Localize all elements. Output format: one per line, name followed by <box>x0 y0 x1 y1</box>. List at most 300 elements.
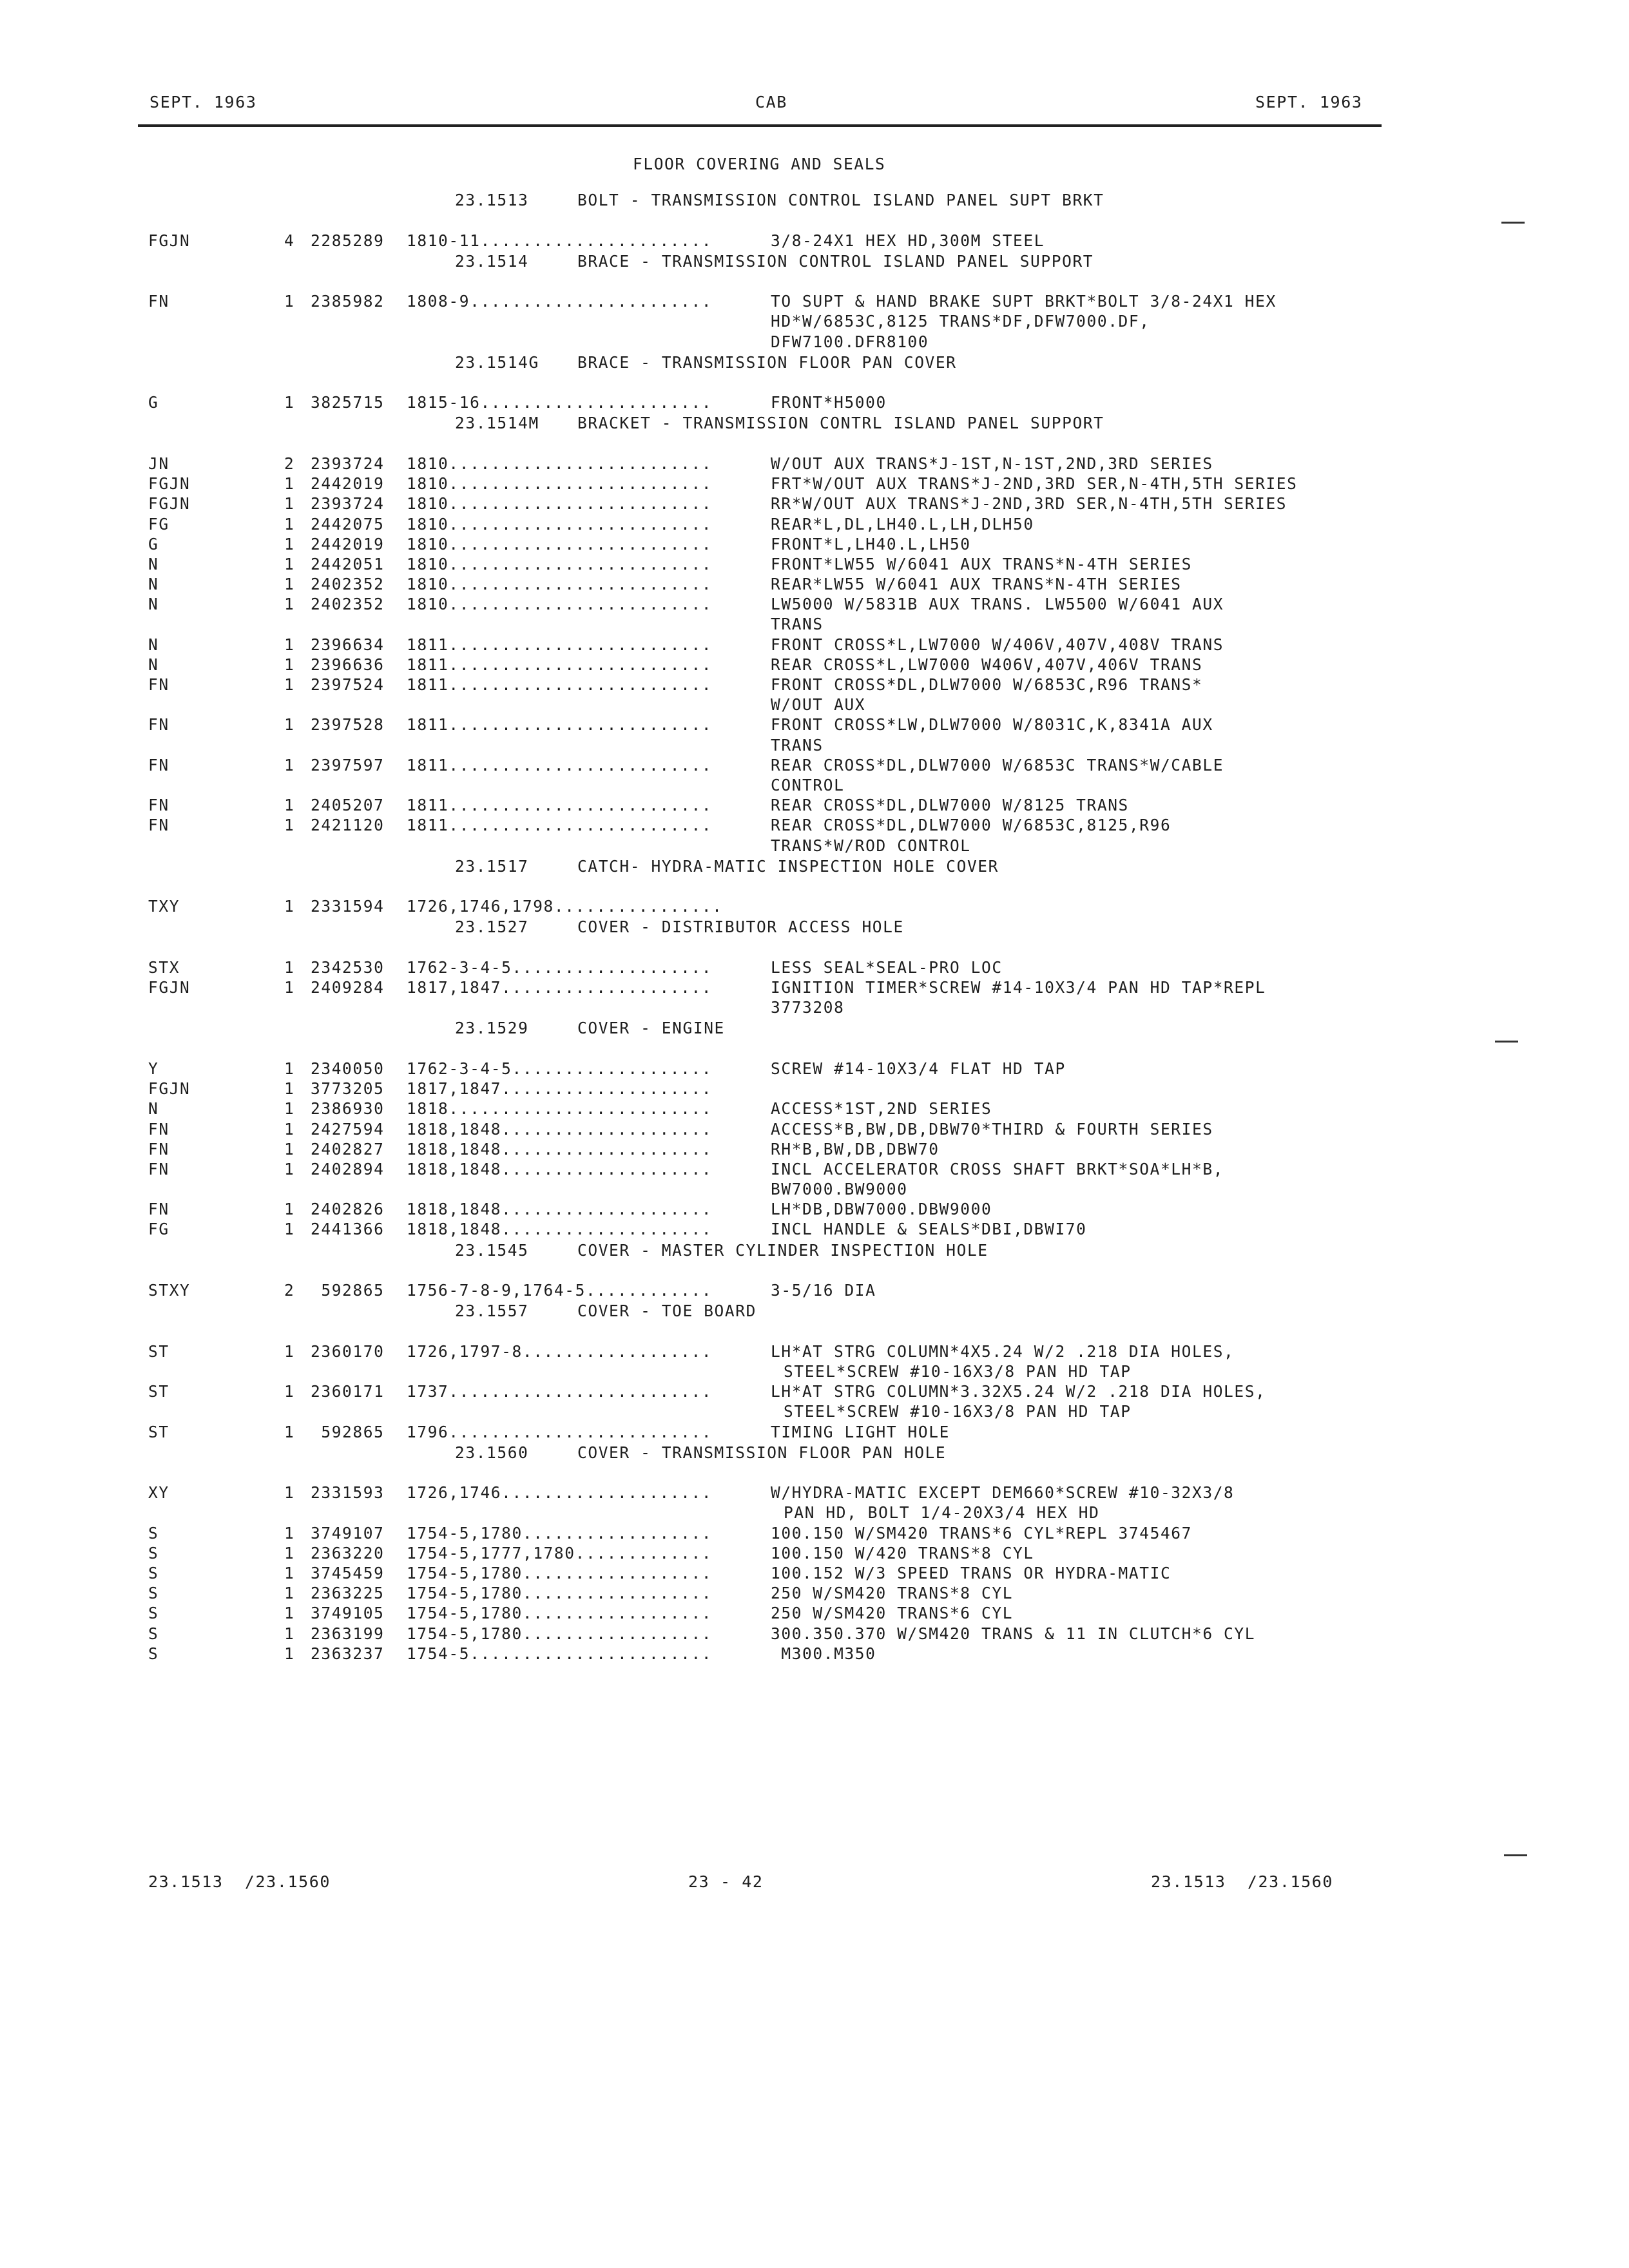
group-heading <box>0 414 1629 454</box>
group-heading <box>0 1241 1629 1282</box>
description-continuation: 3773208 <box>771 998 845 1017</box>
reference-numbers: 1818,1848.................... <box>407 1220 713 1239</box>
model-code: FN <box>148 755 169 774</box>
table-row <box>0 1079 1629 1099</box>
description: REAR CROSS*DL,DLW7000 W/6853C TRANS*W/CABLE <box>771 755 1224 774</box>
description-continuation: W/OUT AUX <box>771 695 866 715</box>
model-code: TXY <box>148 897 180 916</box>
description: 300.350.370 W/SM420 TRANS & 11 IN CLUTCH*6 CYL <box>771 1624 1256 1643</box>
part-number: 2402352 <box>311 595 385 614</box>
description: FRONT CROSS*L,LW7000 W/406V,407V,408V TRANS <box>771 635 1224 654</box>
group-heading <box>0 191 1629 231</box>
model-code: FGJN <box>148 231 191 250</box>
description: 250 W/SM420 TRANS*6 CYL <box>771 1604 1014 1623</box>
part-number: 2385982 <box>311 292 385 311</box>
group-title: COVER - ENGINE <box>577 1019 725 1038</box>
reference-numbers: 1810......................... <box>407 454 713 473</box>
table-row <box>0 1059 1629 1079</box>
quantity: 1 <box>284 1200 295 1219</box>
part-number: 2360171 <box>311 1382 385 1401</box>
table-row <box>0 675 1629 695</box>
description-continuation: HD*W/6853C,8125 TRANS*DF,DFW7000.DF, <box>771 312 1150 331</box>
group-entries <box>0 1483 1629 1664</box>
header-section: CAB <box>755 93 787 111</box>
part-number: 2427594 <box>311 1119 385 1139</box>
model-code: FN <box>148 675 169 694</box>
table-row <box>0 555 1629 575</box>
part-number: 2386930 <box>311 1099 385 1119</box>
part-number: 2405207 <box>311 796 385 815</box>
table-row <box>0 1200 1629 1220</box>
part-number: 3773205 <box>311 1079 385 1099</box>
table-row-continuation <box>0 615 1629 635</box>
reference-numbers: 1810......................... <box>407 494 713 514</box>
model-code: FG <box>148 514 169 533</box>
quantity: 1 <box>284 1382 295 1401</box>
table-row <box>0 1099 1629 1119</box>
model-code: ST <box>148 1341 169 1361</box>
reference-numbers: 1811......................... <box>407 675 713 694</box>
group-heading <box>0 252 1629 293</box>
group-heading <box>0 1443 1629 1484</box>
table-row <box>0 1544 1629 1564</box>
table-row <box>0 1281 1629 1301</box>
table-row <box>0 535 1629 555</box>
part-number: 2331593 <box>311 1483 385 1503</box>
description: ACCESS*B,BW,DB,DBW70*THIRD & FOURTH SERIES <box>771 1119 1213 1139</box>
description: RR*W/OUT AUX TRANS*J-2ND,3RD SER,N-4TH,5TH SERIES <box>771 494 1287 514</box>
part-number: 2442075 <box>311 514 385 533</box>
part-number: 2421120 <box>311 816 385 835</box>
table-row-continuation <box>0 1402 1629 1422</box>
table-row <box>0 1644 1629 1664</box>
description: LH*AT STRG COLUMN*3.32X5.24 W/2 .218 DIA HOLES, <box>771 1382 1266 1401</box>
footer-page-number: 23 - 42 <box>688 1872 764 1891</box>
description: 100.150 W/SM420 TRANS*6 CYL*REPL 3745467 <box>771 1523 1193 1542</box>
model-code: FN <box>148 796 169 815</box>
group-title: BRACKET - TRANSMISSION CONTRL ISLAND PANEL SUPPORT <box>577 414 1104 433</box>
model-code: FG <box>148 1220 169 1239</box>
group-number: 23.1517 <box>455 856 529 876</box>
table-row <box>0 816 1629 836</box>
group-number: 23.1513 <box>455 191 529 209</box>
reference-numbers: 1726,1746.................... <box>407 1483 713 1503</box>
table-row-continuation <box>0 1362 1629 1382</box>
reference-numbers: 1818,1848.................... <box>407 1119 713 1139</box>
reference-numbers: 1796......................... <box>407 1422 713 1441</box>
reference-numbers: 1818,1848.................... <box>407 1159 713 1178</box>
reference-numbers: 1810......................... <box>407 595 713 614</box>
table-row <box>0 897 1629 917</box>
reference-numbers: 1817,1847.................... <box>407 1079 713 1099</box>
description: FRONT CROSS*LW,DLW7000 W/8031C,K,8341A AUX <box>771 715 1213 735</box>
reference-numbers: 1810......................... <box>407 514 713 533</box>
table-row <box>0 454 1629 474</box>
quantity: 1 <box>284 1341 295 1361</box>
description: 3-5/16 DIA <box>771 1281 876 1300</box>
table-row <box>0 1483 1629 1503</box>
quantity: 1 <box>284 1543 295 1562</box>
reference-numbers: 1726,1746,1798................ <box>407 897 723 916</box>
table-row <box>0 474 1629 494</box>
group-number: 23.1527 <box>455 918 529 937</box>
table-row <box>0 231 1629 251</box>
model-code: S <box>148 1543 159 1562</box>
description: ACCESS*1ST,2ND SERIES <box>771 1099 992 1119</box>
reference-numbers: 1815-16...................... <box>407 393 713 412</box>
footer-range-right: 23.1513 /23.1560 <box>1151 1872 1334 1891</box>
part-number: 2442051 <box>311 554 385 573</box>
group-number: 23.1557 <box>455 1302 529 1321</box>
group-title: COVER - DISTRIBUTOR ACCESS HOLE <box>577 918 904 937</box>
margin-mark <box>1504 1854 1527 1856</box>
table-row <box>0 1524 1629 1544</box>
model-code: FN <box>148 1119 169 1139</box>
part-number: 3825715 <box>311 393 385 412</box>
group-heading <box>0 353 1629 394</box>
model-code: ST <box>148 1382 169 1401</box>
quantity: 2 <box>284 454 295 473</box>
quantity: 1 <box>284 1604 295 1623</box>
reference-numbers: 1762-3-4-5................... <box>407 1059 713 1078</box>
quantity: 1 <box>284 494 295 514</box>
group-spacer <box>0 1664 1629 1665</box>
table-row <box>0 1140 1629 1160</box>
reference-numbers: 1811......................... <box>407 635 713 654</box>
quantity: 1 <box>284 292 295 311</box>
description: SCREW #14-10X3/4 FLAT HD TAP <box>771 1059 1066 1078</box>
description-continuation: BW7000.BW9000 <box>771 1180 908 1199</box>
quantity: 1 <box>284 715 295 735</box>
model-code: G <box>148 393 159 412</box>
quantity: 1 <box>284 1159 295 1178</box>
group-title: COVER - TRANSMISSION FLOOR PAN HOLE <box>577 1443 947 1462</box>
quantity: 1 <box>284 474 295 494</box>
model-code: FGJN <box>148 1079 191 1099</box>
part-number: 2363237 <box>311 1644 385 1663</box>
part-number: 3749107 <box>311 1523 385 1542</box>
description: LH*AT STRG COLUMN*4X5.24 W/2 .218 DIA HOLES, <box>771 1341 1235 1361</box>
model-code: FN <box>148 1159 169 1178</box>
group-number: 23.1514G <box>455 352 539 372</box>
model-code: ST <box>148 1422 169 1441</box>
description: LESS SEAL*SEAL-PRO LOC <box>771 957 1003 977</box>
group-title: BRACE - TRANSMISSION FLOOR PAN COVER <box>577 352 957 372</box>
description-continuation: TRANS*W/ROD CONTROL <box>771 836 971 855</box>
reference-numbers: 1810......................... <box>407 474 713 494</box>
description-continuation: STEEL*SCREW #10-16X3/8 PAN HD TAP <box>784 1402 1132 1421</box>
model-code: FN <box>148 715 169 735</box>
description: REAR CROSS*DL,DLW7000 W/8125 TRANS <box>771 796 1129 815</box>
reference-numbers: 1810......................... <box>407 534 713 553</box>
reference-numbers: 1762-3-4-5................... <box>407 957 713 977</box>
reference-numbers: 1754-5,1780.................. <box>407 1624 713 1643</box>
description: IGNITION TIMER*SCREW #14-10X3/4 PAN HD TAP*REPL <box>771 978 1266 997</box>
reference-numbers: 1754-5,1780.................. <box>407 1523 713 1542</box>
quantity: 1 <box>284 978 295 997</box>
group-entries <box>0 393 1629 413</box>
group-heading <box>0 1302 1629 1342</box>
group-title: COVER - TOE BOARD <box>577 1302 757 1321</box>
model-code: STX <box>148 957 180 977</box>
reference-numbers: 1756-7-8-9,1764-5............ <box>407 1281 713 1300</box>
section-title: FLOOR COVERING AND SEALS <box>633 155 886 173</box>
table-row <box>0 1584 1629 1604</box>
model-code: N <box>148 635 159 654</box>
quantity: 1 <box>284 575 295 594</box>
part-number: 2409284 <box>311 978 385 997</box>
description: INCL ACCELERATOR CROSS SHAFT BRKT*SOA*LH*B, <box>771 1159 1224 1178</box>
quantity: 1 <box>284 554 295 573</box>
table-row-continuation <box>0 998 1629 1018</box>
quantity: 1 <box>284 514 295 533</box>
table-row-continuation <box>0 1180 1629 1200</box>
quantity: 1 <box>284 1523 295 1542</box>
model-code: FGJN <box>148 978 191 997</box>
model-code: S <box>148 1564 159 1582</box>
model-code: FGJN <box>148 494 191 514</box>
model-code: G <box>148 534 159 553</box>
table-row <box>0 494 1629 514</box>
quantity: 2 <box>284 1281 295 1300</box>
table-row <box>0 1120 1629 1140</box>
quantity: 1 <box>284 957 295 977</box>
group-number: 23.1514 <box>455 251 529 271</box>
group-entries <box>0 958 1629 1019</box>
description-continuation: TRANS <box>771 735 824 754</box>
description: INCL HANDLE & SEALS*DBI,DBWI70 <box>771 1220 1087 1239</box>
reference-numbers: 1810......................... <box>407 575 713 594</box>
reference-numbers: 1818......................... <box>407 1099 713 1119</box>
reference-numbers: 1811......................... <box>407 755 713 774</box>
part-number: 2402894 <box>311 1159 385 1178</box>
reference-numbers: 1811......................... <box>407 655 713 674</box>
part-number: 2360170 <box>311 1341 385 1361</box>
quantity: 1 <box>284 534 295 553</box>
table-row-continuation <box>0 312 1629 332</box>
description: REAR*L,DL,LH40.L,LH,DLH50 <box>771 514 1034 533</box>
model-code: N <box>148 1099 159 1119</box>
model-code: S <box>148 1584 159 1603</box>
group-entries <box>0 1342 1629 1443</box>
description: 3/8-24X1 HEX HD,300M STEEL <box>771 231 1045 250</box>
model-code: S <box>148 1644 159 1663</box>
part-number: 3745459 <box>311 1564 385 1582</box>
part-number: 2402827 <box>311 1139 385 1158</box>
description: FRONT*H5000 <box>771 393 887 412</box>
model-code: N <box>148 575 159 594</box>
part-number: 2441366 <box>311 1220 385 1239</box>
reference-numbers: 1737......................... <box>407 1382 713 1401</box>
reference-numbers: 1754-5,1780.................. <box>407 1604 713 1623</box>
quantity: 1 <box>284 1119 295 1139</box>
part-number: 2402826 <box>311 1200 385 1219</box>
part-number: 3749105 <box>311 1604 385 1623</box>
quantity: 1 <box>284 1624 295 1643</box>
model-code: N <box>148 595 159 614</box>
reference-numbers: 1811......................... <box>407 715 713 735</box>
description-continuation: TRANS <box>771 615 824 634</box>
quantity: 1 <box>284 393 295 412</box>
group-entries <box>0 1059 1629 1240</box>
quantity: 1 <box>284 1483 295 1503</box>
part-number: 2393724 <box>311 494 385 514</box>
description: LW5000 W/5831B AUX TRANS. LW5500 W/6041 AUX <box>771 595 1224 614</box>
group-title: CATCH- HYDRA-MATIC INSPECTION HOLE COVER <box>577 856 999 876</box>
group-entries <box>0 897 1629 917</box>
quantity: 1 <box>284 1139 295 1158</box>
description: W/HYDRA-MATIC EXCEPT DEM660*SCREW #10-32X3/8 <box>771 1483 1235 1503</box>
quantity: 1 <box>284 796 295 815</box>
description: 100.150 W/420 TRANS*8 CYL <box>771 1543 1034 1562</box>
quantity: 1 <box>284 1099 295 1119</box>
reference-numbers: 1754-5,1777,1780............. <box>407 1543 713 1562</box>
table-row-continuation <box>0 332 1629 352</box>
description: TO SUPT & HAND BRAKE SUPT BRKT*BOLT 3/8-24X1 HEX <box>771 292 1277 311</box>
model-code: JN <box>148 454 169 473</box>
group-title: BOLT - TRANSMISSION CONTROL ISLAND PANEL SUPT BRKT <box>577 191 1104 209</box>
table-row <box>0 1160 1629 1180</box>
part-number: 2397528 <box>311 715 385 735</box>
table-row <box>0 756 1629 776</box>
part-number: 2393724 <box>311 454 385 473</box>
description: TIMING LIGHT HOLE <box>771 1422 950 1441</box>
model-code: S <box>148 1523 159 1542</box>
table-row-continuation <box>0 736 1629 756</box>
part-number: 2397524 <box>311 675 385 694</box>
description: FRONT*LW55 W/6041 AUX TRANS*N-4TH SERIES <box>771 554 1193 573</box>
reference-numbers: 1754-5,1780.................. <box>407 1584 713 1603</box>
quantity: 1 <box>284 675 295 694</box>
quantity: 1 <box>284 1422 295 1441</box>
model-code: S <box>148 1624 159 1643</box>
model-code: FN <box>148 816 169 835</box>
quantity: 1 <box>284 755 295 774</box>
group-entries <box>0 231 1629 251</box>
part-number: 2402352 <box>311 575 385 594</box>
table-row <box>0 1220 1629 1240</box>
table-row <box>0 292 1629 312</box>
part-number: 592865 <box>311 1281 385 1300</box>
table-row <box>0 1624 1629 1644</box>
quantity: 1 <box>284 1584 295 1603</box>
parts-list <box>0 191 1629 1665</box>
model-code: STXY <box>148 1281 191 1300</box>
description: LH*DB,DBW7000.DBW9000 <box>771 1200 992 1219</box>
part-number: 2340050 <box>311 1059 385 1078</box>
quantity: 1 <box>284 635 295 654</box>
reference-numbers: 1726,1797-8.................. <box>407 1341 713 1361</box>
footer-range-left: 23.1513 /23.1560 <box>148 1872 331 1891</box>
header-rule <box>138 124 1382 127</box>
header-date-left: SEPT. 1963 <box>149 93 257 111</box>
group-heading <box>0 857 1629 898</box>
part-number: 2363225 <box>311 1584 385 1603</box>
table-row <box>0 978 1629 998</box>
group-number: 23.1545 <box>455 1240 529 1260</box>
reference-numbers: 1811......................... <box>407 796 713 815</box>
description-continuation: STEEL*SCREW #10-16X3/8 PAN HD TAP <box>784 1362 1132 1381</box>
description-continuation: PAN HD, BOLT 1/4-20X3/4 HEX HD <box>784 1503 1100 1523</box>
model-code: N <box>148 554 159 573</box>
group-entries <box>0 292 1629 352</box>
description-continuation: DFW7100.DFR8100 <box>771 332 929 351</box>
reference-numbers: 1811......................... <box>407 816 713 835</box>
description: M300.M350 <box>771 1644 876 1663</box>
table-row-continuation <box>0 695 1629 715</box>
group-number: 23.1560 <box>455 1443 529 1462</box>
description: REAR*LW55 W/6041 AUX TRANS*N-4TH SERIES <box>771 575 1182 594</box>
group-heading <box>0 918 1629 958</box>
group-heading <box>0 1019 1629 1059</box>
model-code: FN <box>148 1200 169 1219</box>
quantity: 1 <box>284 1564 295 1582</box>
description: FRT*W/OUT AUX TRANS*J-2ND,3RD SER,N-4TH,5TH SERIES <box>771 474 1298 494</box>
table-row <box>0 635 1629 655</box>
part-number: 592865 <box>311 1422 385 1441</box>
table-row <box>0 715 1629 735</box>
quantity: 1 <box>284 897 295 916</box>
model-code: N <box>148 655 159 674</box>
part-number: 2397597 <box>311 755 385 774</box>
table-row <box>0 1564 1629 1584</box>
part-number: 2331594 <box>311 897 385 916</box>
table-row <box>0 1382 1629 1402</box>
table-row-continuation <box>0 836 1629 856</box>
description: FRONT CROSS*DL,DLW7000 W/6853C,R96 TRANS* <box>771 675 1203 694</box>
quantity: 1 <box>284 816 295 835</box>
group-title: BRACE - TRANSMISSION CONTROL ISLAND PANEL SUPPORT <box>577 251 1094 271</box>
part-number: 2396634 <box>311 635 385 654</box>
model-code: Y <box>148 1059 159 1078</box>
reference-numbers: 1754-5,1780.................. <box>407 1564 713 1582</box>
group-entries <box>0 1281 1629 1301</box>
reference-numbers: 1818,1848.................... <box>407 1139 713 1158</box>
table-row-continuation <box>0 776 1629 796</box>
description: RH*B,BW,DB,DBW70 <box>771 1139 940 1158</box>
table-row <box>0 515 1629 535</box>
group-title: COVER - MASTER CYLINDER INSPECTION HOLE <box>577 1240 988 1260</box>
quantity: 1 <box>284 595 295 614</box>
part-number: 2396636 <box>311 655 385 674</box>
table-row <box>0 1423 1629 1443</box>
header-date-right: SEPT. 1963 <box>1255 93 1363 111</box>
reference-numbers: 1817,1847.................... <box>407 978 713 997</box>
part-number: 2342530 <box>311 957 385 977</box>
group-number: 23.1529 <box>455 1019 529 1038</box>
quantity: 1 <box>284 1079 295 1099</box>
table-row <box>0 1604 1629 1624</box>
model-code: FN <box>148 1139 169 1158</box>
quantity: 1 <box>284 1059 295 1078</box>
part-number: 2442019 <box>311 474 385 494</box>
table-row <box>0 393 1629 413</box>
description: REAR CROSS*L,LW7000 W406V,407V,406V TRANS <box>771 655 1203 674</box>
part-number: 2285289 <box>311 231 385 250</box>
reference-numbers: 1754-5....................... <box>407 1644 713 1663</box>
model-code: FN <box>148 292 169 311</box>
margin-mark <box>1501 222 1525 224</box>
model-code: FGJN <box>148 474 191 494</box>
description: FRONT*L,LH40.L,LH50 <box>771 534 971 553</box>
margin-mark <box>1495 1041 1518 1043</box>
description: W/OUT AUX TRANS*J-1ST,N-1ST,2ND,3RD SERIES <box>771 454 1213 473</box>
part-number: 2363199 <box>311 1624 385 1643</box>
description: 250 W/SM420 TRANS*8 CYL <box>771 1584 1014 1603</box>
table-row <box>0 575 1629 595</box>
table-row <box>0 595 1629 615</box>
quantity: 4 <box>284 231 295 250</box>
